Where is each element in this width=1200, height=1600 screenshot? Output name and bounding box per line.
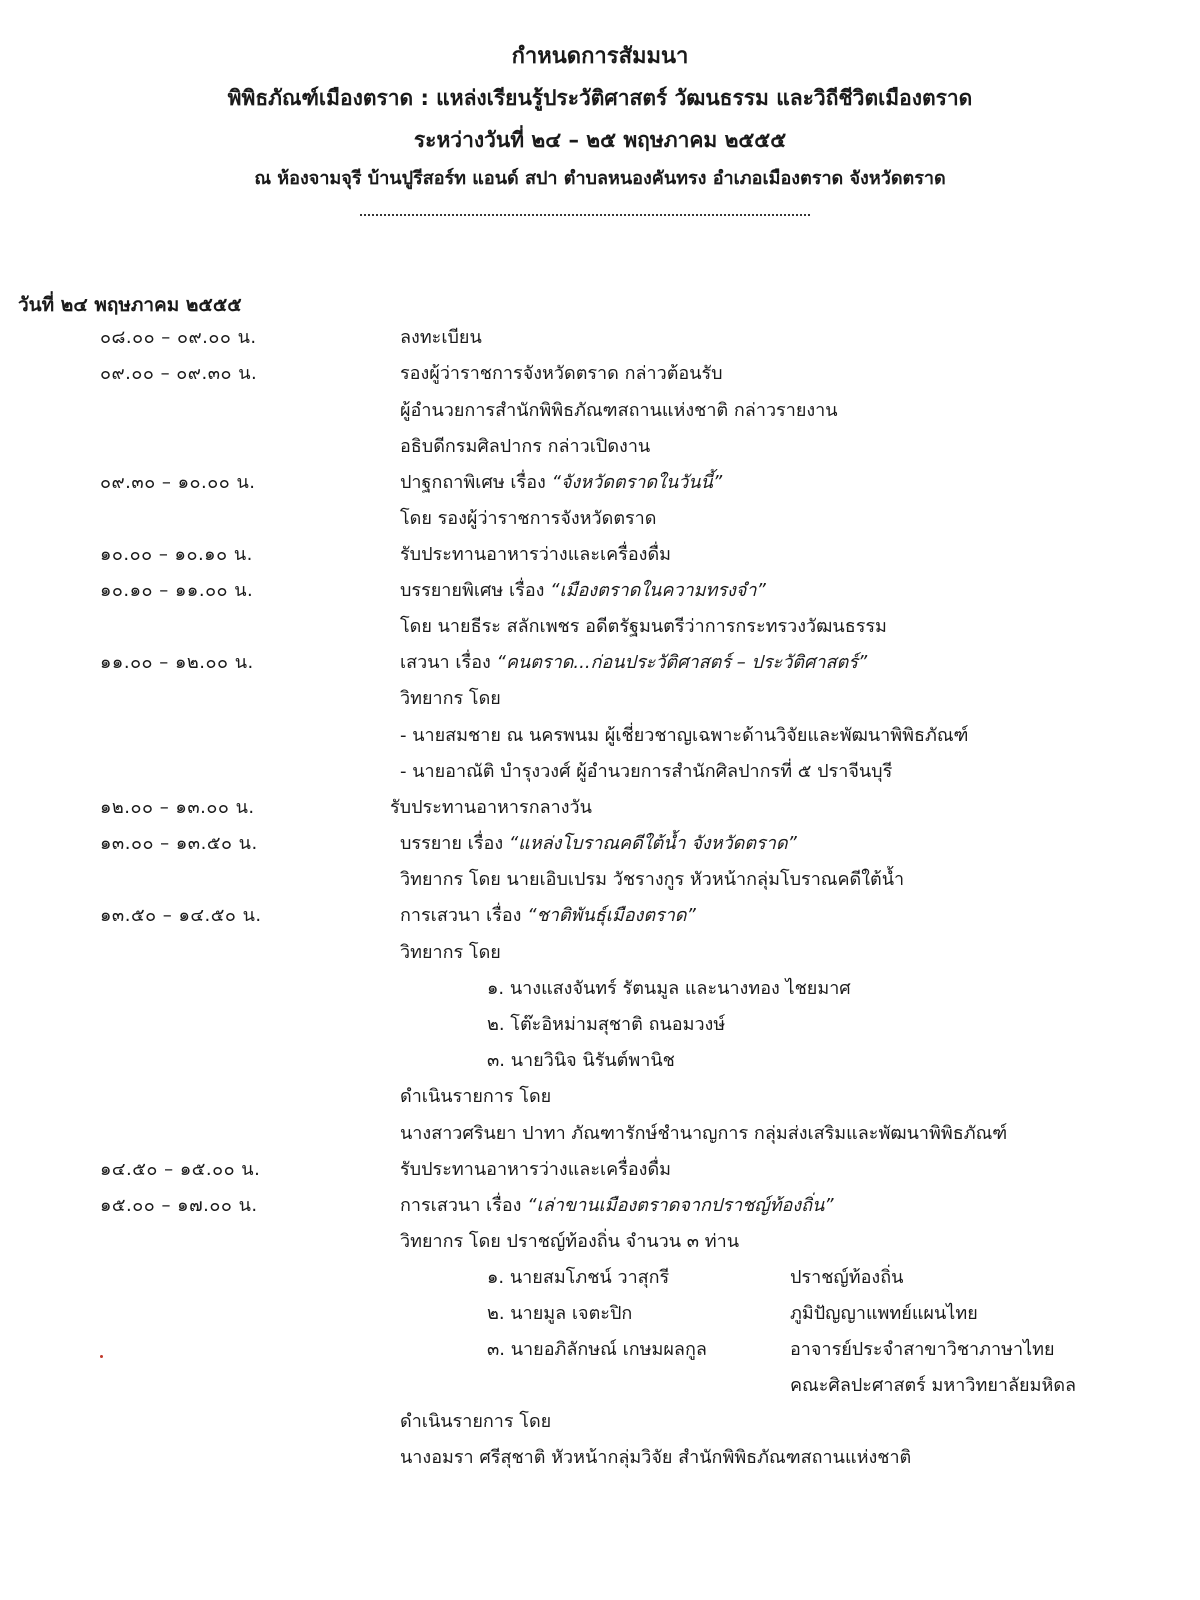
speaker-role: อาจารย์ประจำสาขาวิชาภาษาไทย — [790, 1339, 1055, 1360]
time-slot: ๑๓.๐๐ – ๑๓.๕๐ น. — [100, 833, 258, 854]
seminar-dates: ระหว่างวันที่ ๒๔ – ๒๕ พฤษภาคม ๒๕๕๕ — [413, 128, 787, 152]
time-slot: ๑๓.๕๐ – ๑๔.๕๐ น. — [100, 905, 262, 926]
time-slot: ๐๙.๐๐ – ๐๙.๓๐ น. — [100, 363, 258, 384]
agenda-line: นางสาวศรินยา ปาทา ภัณฑารักษ์ชำนาญการ กลุ่มส่งเสริมและพัฒนาพิพิธภัณฑ์ — [400, 1123, 1008, 1144]
agenda-line: อธิบดีกรมศิลปากร กล่าวเปิดงาน — [400, 436, 651, 457]
agenda-line — [400, 647, 867, 676]
time-slot: ๐๘.๐๐ – ๐๙.๐๐ น. — [100, 327, 257, 348]
dotted-divider — [360, 196, 810, 216]
agenda-text: การเสวนา เรื่อง — [400, 905, 522, 926]
agenda-line: รับประทานอาหารว่างและเครื่องดื่ม — [400, 1159, 672, 1180]
agenda-line: โดย รองผู้ว่าราชการจังหวัดตราด — [400, 508, 657, 529]
agenda-line: รองผู้ว่าราชการจังหวัดตราด กล่าวต้อนรับ — [400, 363, 723, 384]
agenda-line: ลงทะเบียน — [400, 327, 482, 348]
time-slot: ๑๑.๐๐ – ๑๒.๐๐ น. — [100, 652, 254, 673]
topic-title: “แหล่งโบราณคดีใต้น้ำ จังหวัดตราด” — [508, 833, 797, 854]
agenda-line: วิทยากร โดย ปราชญ์ท้องถิ่น จำนวน ๓ ท่าน — [400, 1231, 740, 1252]
speaker-item: ๓. นายวินิจ นิรันต์พานิช — [487, 1050, 675, 1071]
agenda-line: รับประทานอาหารกลางวัน — [390, 797, 592, 818]
agenda-line: ผู้อำนวยการสำนักพิพิธภัณฑสถานแห่งชาติ กล่าวรายงาน — [400, 400, 838, 421]
agenda-line: - นายอาณัติ บำรุงวงศ์ ผู้อำนวยการสำนักศิลปากรที่ ๕ ปราจีนบุรี — [400, 761, 893, 782]
agenda-text: ปาฐกถาพิเศษ เรื่อง — [400, 472, 546, 493]
speaker-role: ภูมิปัญญาแพทย์แผนไทย — [790, 1303, 978, 1324]
topic-title: “ชาติพันธุ์เมืองตราด” — [527, 905, 696, 926]
time-slot: ๑๐.๐๐ – ๑๐.๑๐ น. — [100, 544, 253, 565]
time-slot: ๐๙.๓๐ – ๑๐.๐๐ น. — [100, 472, 256, 493]
agenda-line: นางอมรา ศรีสุชาติ หัวหน้ากลุ่มวิจัย สำนักพิพิธภัณฑสถานแห่งชาติ — [400, 1447, 912, 1468]
agenda-line: โดย นายธีระ สลักเพชร อดีตรัฐมนตรีว่าการกระทรวงวัฒนธรรม — [400, 616, 887, 637]
day-heading: วันที่ ๒๔ พฤษภาคม ๒๕๕๕ — [18, 294, 242, 316]
topic-title: “คนตราด...ก่อนประวัติศาสตร์ – ประวัติศาสตร์” — [496, 652, 868, 673]
speaker-item: ๑. นางแสงจันทร์ รัตนมูล และนางทอง ไชยมาศ — [487, 978, 851, 999]
speaker-role: ปราชญ์ท้องถิ่น — [790, 1267, 904, 1288]
agenda-line: ดำเนินรายการ โดย — [400, 1086, 552, 1107]
speaker-item: ๒. โต๊ะอิหม่ามสุชาติ ถนอมวงษ์ — [487, 1014, 726, 1035]
time-slot: ๑๐.๑๐ – ๑๑.๐๐ น. — [100, 580, 254, 601]
topic-title: “เมืองตราดในความทรงจำ” — [550, 580, 766, 601]
document-subtitle: พิพิธภัณฑ์เมืองตราด : แหล่งเรียนรู้ประวัติศาสตร์ วัฒนธรรม และวิถีชีวิตเมืองตราด — [227, 86, 973, 110]
time-slot: ๑๒.๐๐ – ๑๓.๐๐ น. — [100, 797, 255, 818]
speaker-role: คณะศิลปะศาสตร์ มหาวิทยาลัยมหิดล — [790, 1375, 1077, 1396]
topic-title: “เล่าขานเมืองตราดจากปราชญ์ท้องถิ่น” — [527, 1195, 834, 1216]
time-slot: ๑๕.๐๐ – ๑๗.๐๐ น. — [100, 1195, 258, 1216]
agenda-line: ดำเนินรายการ โดย — [400, 1411, 552, 1432]
agenda-line — [400, 1190, 834, 1219]
agenda-line: รับประทานอาหารว่างและเครื่องดื่ม — [400, 544, 672, 565]
speaker-item: ๓. นายอภิลักษณ์ เกษมผลกูล — [487, 1339, 707, 1360]
seminar-venue: ณ ห้องจามจุรี บ้านปูรีสอร์ท แอนด์ สปา ตำบลหนองคันทรง อำเภอเมืองตราด จังหวัดตราด — [254, 168, 946, 189]
agenda-line: - นายสมชาย ณ นครพนม ผู้เชี่ยวชาญเฉพาะด้านวิจัยและพัฒนาพิพิธภัณฑ์ — [400, 725, 969, 746]
topic-title: “จังหวัดตราดในวันนี้” — [551, 472, 723, 493]
agenda-line — [400, 900, 696, 929]
speaker-item: ๒. นายมูล เจตะปิก — [487, 1303, 633, 1324]
scan-speck — [100, 1355, 103, 1358]
agenda-line — [400, 575, 766, 604]
document-title: กำหนดการสัมมนา — [511, 44, 689, 69]
agenda-text: เสวนา เรื่อง — [400, 652, 491, 673]
agenda-text: บรรยายพิเศษ เรื่อง — [400, 580, 545, 601]
agenda-line — [400, 828, 797, 857]
agenda-line: วิทยากร โดย — [400, 688, 501, 709]
agenda-line: วิทยากร โดย นายเอิบเปรม วัชรางกูร หัวหน้ากลุ่มโบราณคดีใต้น้ำ — [400, 869, 905, 890]
agenda-line — [400, 467, 722, 496]
agenda-line: วิทยากร โดย — [400, 942, 501, 963]
time-slot: ๑๔.๕๐ – ๑๕.๐๐ น. — [100, 1159, 261, 1180]
speaker-item: ๑. นายสมโภชน์ วาสุกรี — [487, 1267, 670, 1288]
agenda-text: บรรยาย เรื่อง — [400, 833, 504, 854]
agenda-text: การเสวนา เรื่อง — [400, 1195, 522, 1216]
